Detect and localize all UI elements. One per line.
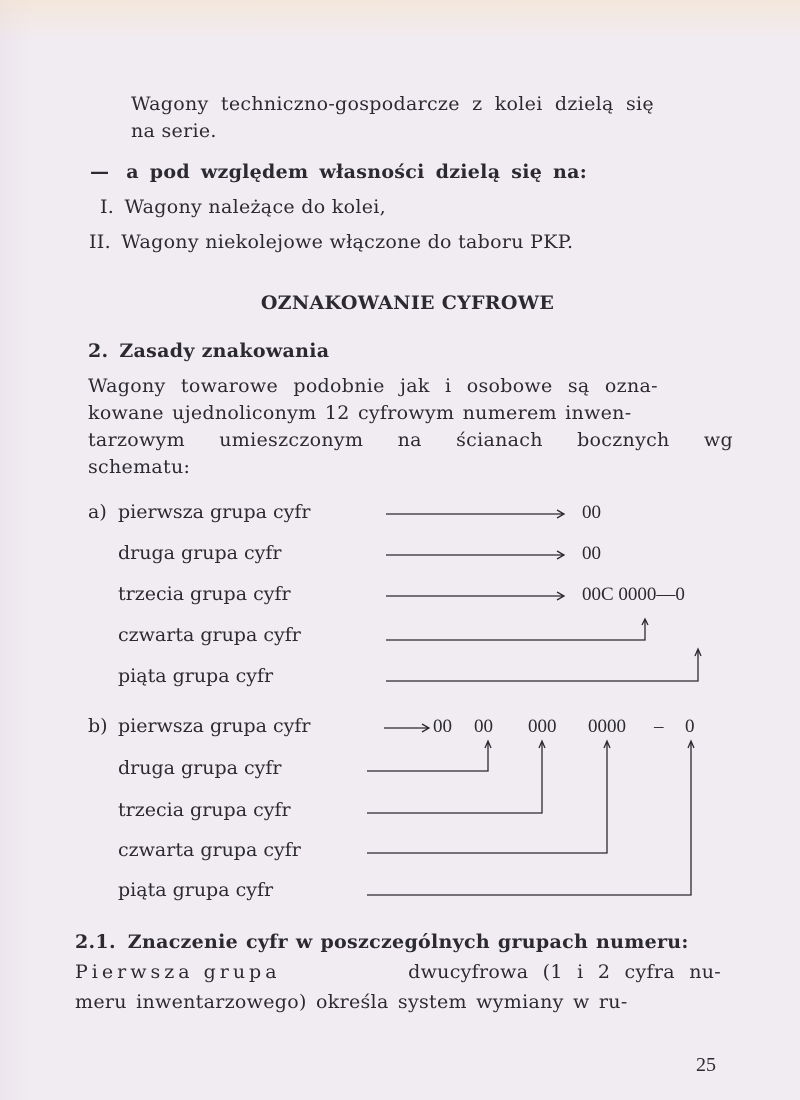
scheme-a-label-4: czwarta grupa cyfr <box>118 624 301 646</box>
connector-fifth-group <box>367 741 694 895</box>
paragraph-line-4: schematu: <box>88 456 191 478</box>
scheme-a-label-3: trzecia grupa cyfr <box>118 583 291 605</box>
number-group-4: 0000 <box>588 716 626 737</box>
section-2-1-line-1 <box>75 960 721 984</box>
scheme-b-label-1: pierwsza grupa cyfr <box>118 715 311 737</box>
page-number: 25 <box>696 1054 716 1076</box>
scheme-b-label-2: druga grupa cyfr <box>118 757 282 779</box>
scheme-b-marker: b) <box>88 715 108 737</box>
paragraph-line-3: tarzowym umieszczonym na ścianach bocznych wg <box>88 429 733 451</box>
section-2-1-line-2: meru inwentarzowego) określa system wymiany w ru- <box>75 991 628 1013</box>
number-group-5: 0 <box>685 716 695 737</box>
em-dash: — <box>90 161 110 183</box>
scheme-a-label-5: piąta grupa cyfr <box>118 665 274 687</box>
paragraph-line-2: kowane ujednoliconym 12 cyfrowym numerem inwen- <box>88 402 632 424</box>
line-text: dwucyfrowa (1 i 2 cyfra nu- <box>408 961 721 983</box>
item-text: Wagony należące do kolei, <box>124 196 386 218</box>
scheme-a-target-2: 00 <box>582 543 601 564</box>
section-title-text: Znaczenie cyfr w poszczególnych grupach numeru: <box>127 931 689 953</box>
ownership-heading-text: a pod względem własności dzielą się na: <box>126 161 588 183</box>
number-group-separator: – <box>654 716 664 737</box>
section-2-1-heading <box>75 930 689 954</box>
roman-numeral: II. <box>89 231 111 253</box>
connector-second-group <box>367 741 491 771</box>
section-title: OZNAKOWANIE CYFROWE <box>260 292 555 314</box>
scheme-a-target-1: 00 <box>582 502 601 523</box>
intro-text: Wagony techniczno-gospodarcze z kolei dzielą się <box>131 93 654 115</box>
section-number: 2.1. <box>75 931 116 953</box>
item-text: Wagony niekolejowe włączone do taboru PKP. <box>121 231 574 253</box>
emphasized-text: Pierwsza grupa <box>75 961 281 983</box>
number-group-1: 00 <box>433 716 452 737</box>
section-number: 2. <box>88 340 109 362</box>
scheme-a-label-2: druga grupa cyfr <box>118 542 282 564</box>
scheme-a-label-1: pierwsza grupa cyfr <box>118 501 311 523</box>
scheme-b-label-5: piąta grupa cyfr <box>118 879 274 901</box>
section-title-text: Zasady znakowania <box>119 340 330 362</box>
roman-numeral: I. <box>100 196 115 218</box>
connector-third-group <box>367 741 545 813</box>
number-group-2: 00 <box>474 716 493 737</box>
scheme-a-marker: a) <box>88 501 107 523</box>
intro-line-2: na serie. <box>131 120 217 142</box>
scheme-b-label-4: czwarta grupa cyfr <box>118 839 301 861</box>
paragraph-text: Wagony towarowe podobnie jak i osobowe są ozna- <box>88 375 658 397</box>
arrow-right-first-group <box>384 724 429 732</box>
scheme-a-target-3: 00C 0000—0 <box>582 584 685 605</box>
scheme-b-label-3: trzecia grupa cyfr <box>118 799 291 821</box>
number-group-3: 000 <box>528 716 557 737</box>
